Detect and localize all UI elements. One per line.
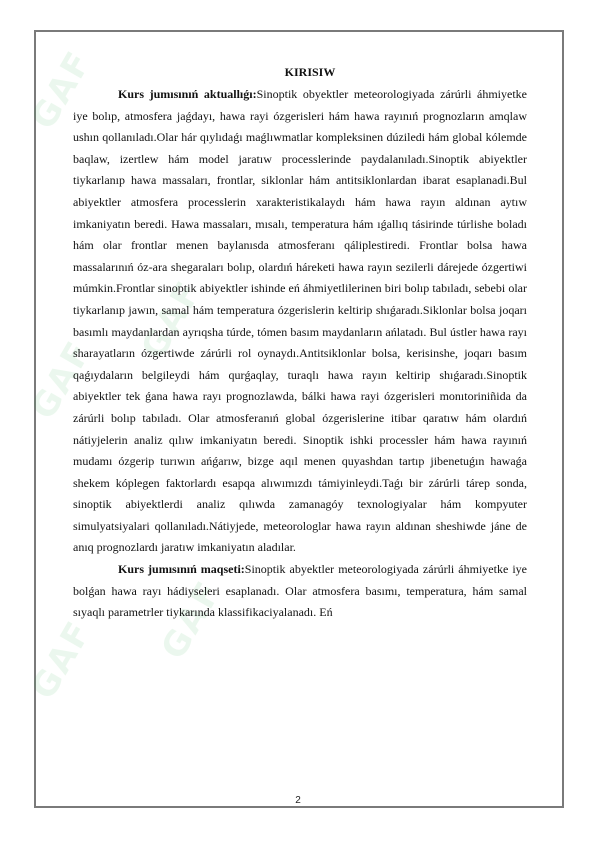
paragraph-lead: Kurs jumısınıń aktuallıǵı: xyxy=(118,87,257,101)
paragraph-text: Sinoptik abyektler meteorologiyada zárúrli áhmiyetke iye bolǵan hawa rayı hádiyseleri esaplanadı. Olar atmosfera basımı, temperatura, hám samal sıyaqlı parametrler tiykarında klassifikaciyalanadı. Eń xyxy=(73,562,527,620)
paragraph-relevance xyxy=(73,84,527,559)
watermark: GAF xyxy=(153,573,230,667)
document-body xyxy=(73,65,527,624)
watermark: GAF xyxy=(23,333,100,427)
paragraph-purpose xyxy=(73,559,527,624)
paragraph-text: Sinoptik obyektler meteorologiyada zárúrli áhmiyetke iye bolıp, atmosfera jaǵdayı, hawa rayi ózgerisleri hám hawa rayınıń prognozların amqlaw ushın qollanıladı.Olar hár qıylıdaǵı maǵlıwmatlar kompleksinen dúziledi hám global kólemde baqlaw, izertlew hám model jaratıw processlerinde paydalanıladı.Sinoptik abiyektler tiykarlanıp hawa massaları, frontlar, siklonlar hám antitsiklonlardan ibarat esaplanadi.Bul abiyektler atmosfera processlerin xarakteristikalaydı hám hawa rayın aldınan aytıw imkaniyatın beredi. Hawa massaları, mısalı, temperatura hám ıǵallıq tásirinde túrlishe boladı hám olar frontlar menen baylanısda atmosferanı qáliplestiredi. Frontlar bolsa hawa massalarınıń óz-ara shegaraları bolıp, olardıń háreketi hawa rayın sezilerli dárejede ózgertiwi múmkin.Frontlar sinoptik abiyektler ishinde eń áhmiyetlilerinen biri bolıp tabıladı, sebebi olar tiykarlanıp jawın, samal hám temperatura ózgerislerin keltirip shıǵaradı.Siklonlar bolsa joqarı basımlı maydanlardan ayrıqsha túrde, tómen basım maydanların ańlatadı. Bul ústler hawa rayı sharayatların ózgertiwde zárúrli rol oynaydı.Antitsiklonlar bolsa, kerisinshe, joqarı basım qaǵıydaların belgileydi hám qurǵaqlay, turaqlı hawa rayın keltirip shıǵaradı.Sinoptik abiyektler tek ǵana hawa rayı prognozlawda, bálki hawa rayi ózgerisleri monıtoriniñida da zárúrli bolıp tabıladı. Olar atmosferanıń global ózgerislerine itibar qaratıw hám olardıń nátiyjelerin analiz qılıw imkaniyatın beredi. Sinoptik ishki processler hám hawa rayınıń mudamı ózgerip turıwın ańǵarıw, bizge aqıl menen quyashdan tartıp jibenetuǵın hawaǵa shekem kóplegen faktorlardı esapqa alıwımızdı támiyinleydi.Taǵı bir zárúrli tárep sonda, sinoptik abiyektlerdi analiz qılıwda zamanagóy texnologiyalar hám kompyuter simulyatsiyalari qollanıladı.Nátiyjede, meteorologlar hawa rayın aldınan sheshiwde jáne de anıq prognozlardı jaratıw imkaniyatın aladılar. xyxy=(73,87,527,555)
watermark: GAF xyxy=(23,43,100,137)
watermark: GAF xyxy=(133,273,210,367)
paragraph-lead: Kurs jumısınıń maqseti: xyxy=(118,562,245,577)
document-title: KIRISIW xyxy=(284,65,336,79)
page-number: 2 xyxy=(295,795,301,806)
watermark: GAF xyxy=(23,613,100,707)
